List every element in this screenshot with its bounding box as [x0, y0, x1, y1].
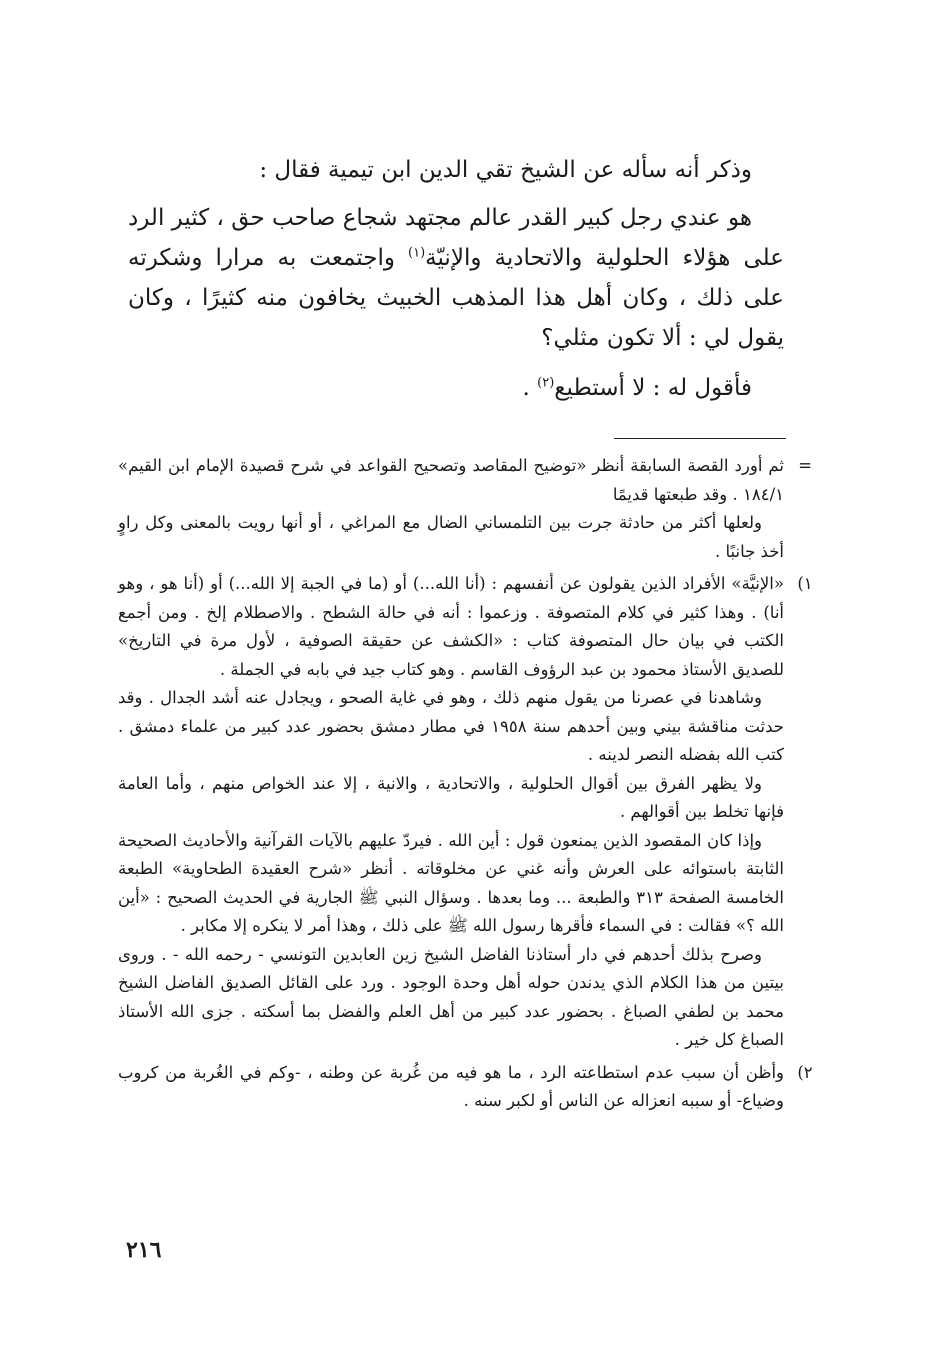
- footnote-paragraph: وأظن أن سبب عدم استطاعته الرد ، ما هو فيه من غُربة عن وطنه ، -وكم في الغُربة من كروب وضياع- أو سببه انعزاله عن الناس أو لكبر سنه .: [118, 1062, 784, 1110]
- reply-end: .: [522, 375, 538, 401]
- footnote-paragraph: ولا يظهر الفرق بين أقوال الحلولية ، والاتحادية ، والانية ، إلا عند الخواص منهم ، وأما العامة فإنها تخلط بين أقوالهم .: [118, 773, 784, 821]
- footnote-2: [118, 1059, 813, 1116]
- footnote-ref-1: (١): [408, 245, 426, 261]
- footnote-paragraph: «الإنيَّة» الأفراد الذين يقولون عن أنفسهم : (أنا الله...) أو (ما في الجبة إلا الله...) أو (أنا هو ، وهو أنا) . وهذا كثير في كلام المتصوفة . وزعموا : أنه في حالة الشطح . والاصطلام إلخ . ومن أجمع الكتب في بيان حال المتصوفة كتاب : «الكشف عن حقيقة الصوفية ، لأول مرة في التاريخ» للصديق الأستاذ محمود بن عبد الرؤوف القاسم . وهو كتاب جيد في بابه في الجملة .: [118, 574, 784, 679]
- quote-text-b: واجتمعت به مرارا وشكرته على ذلك ، وكان أهل هذا المذهب الخبيث يخافون منه كثيرًا ، وكان يقول لي : ألا تكون مثلي؟: [128, 245, 784, 351]
- footnote-paragraph: وشاهدنا في عصرنا من يقول منهم ذلك ، وهو في غاية الصحو ، ويجادل عنه أشد الجدال . وقد حدثت مناقشة بيني وبين أحدهم سنة ١٩٥٨ في مطار دمشق بحضور عدد كبير من علماء دمشق . كتب الله بفضله النصر لدينه .: [118, 688, 784, 764]
- footnote-paragraph: ثم أورد القصة السابقة أنظر «توضيح المقاصد وتصحيح القواعد في شرح قصيدة الإمام ابن القيم» ١٨٤/١ . وقد طبعتها قديمًا: [118, 456, 784, 504]
- footnote-paragraph: ولعلها أكثر من حادثة جرت بين التلمساني الضال مع المراغي ، أو أنها رويت بالمعنى وكل راوٍ أخذ جانبًا .: [118, 513, 784, 561]
- footnote-number: ٢): [797, 1062, 813, 1082]
- quote-paragraph: [128, 198, 784, 358]
- intro-line: وذكر أنه سأله عن الشيخ تقي الدين ابن تيمية فقال :: [259, 157, 752, 183]
- footnote-separator: [614, 438, 786, 439]
- page-number: ٢١٦: [126, 1237, 162, 1263]
- quote-text-a: هو عندي رجل كبير القدر عالم مجتهد شجاع صاحب حق ، كثير الرد على هؤلاء الحلولية والاتحادية والإنيّة: [128, 205, 784, 271]
- footnote-number: ١): [797, 574, 813, 593]
- footnotes: [118, 452, 813, 1120]
- main-text: [128, 150, 784, 408]
- continuation-marker: =: [798, 456, 812, 475]
- footnote-paragraph: وصرح بذلك أحدهم في دار أستاذنا الفاضل الشيخ زين العابدين التونسي - رحمه الله - . وروى بيتين من هذا الكلام الذي يدندن حوله أهل وحدة الوجود . ورد على القائل الصديق الفاضل الشيخ محمد بن لطفي الصباغ . بحضور عدد كبير من أهل العلم والفضل بما أسكته . جزى الله الأستاذ الصباغ كل خير .: [118, 944, 784, 1049]
- footnote-ref-2: (٢): [537, 375, 555, 391]
- footnote-paragraph: وإذا كان المقصود الذين يمنعون قول : أين الله . فيردّ عليهم بالآيات القرآنية والأحاديث الصحيحة الثابتة باستوائه على العرش وأنه غني عن مخلوقاته . أنظر «شرح العقيدة الطحاوية» الطبعة الخامسة الصفحة ٣١٣ والطبعة ... وما بعدها . وسؤال النبي ﷺ الجارية في الحديث الصحيح : «أين الله ؟» فقالت : في السماء فأقرها رسول الله ﷺ على ذلك ، وهذا أمر لا ينكره إلا مكابر .: [118, 830, 785, 935]
- reply-text: فأقول له : لا أستطيع: [554, 375, 752, 401]
- footnote-continuation: [118, 452, 812, 566]
- footnote-1: [118, 570, 813, 1055]
- reply-line: [128, 368, 784, 408]
